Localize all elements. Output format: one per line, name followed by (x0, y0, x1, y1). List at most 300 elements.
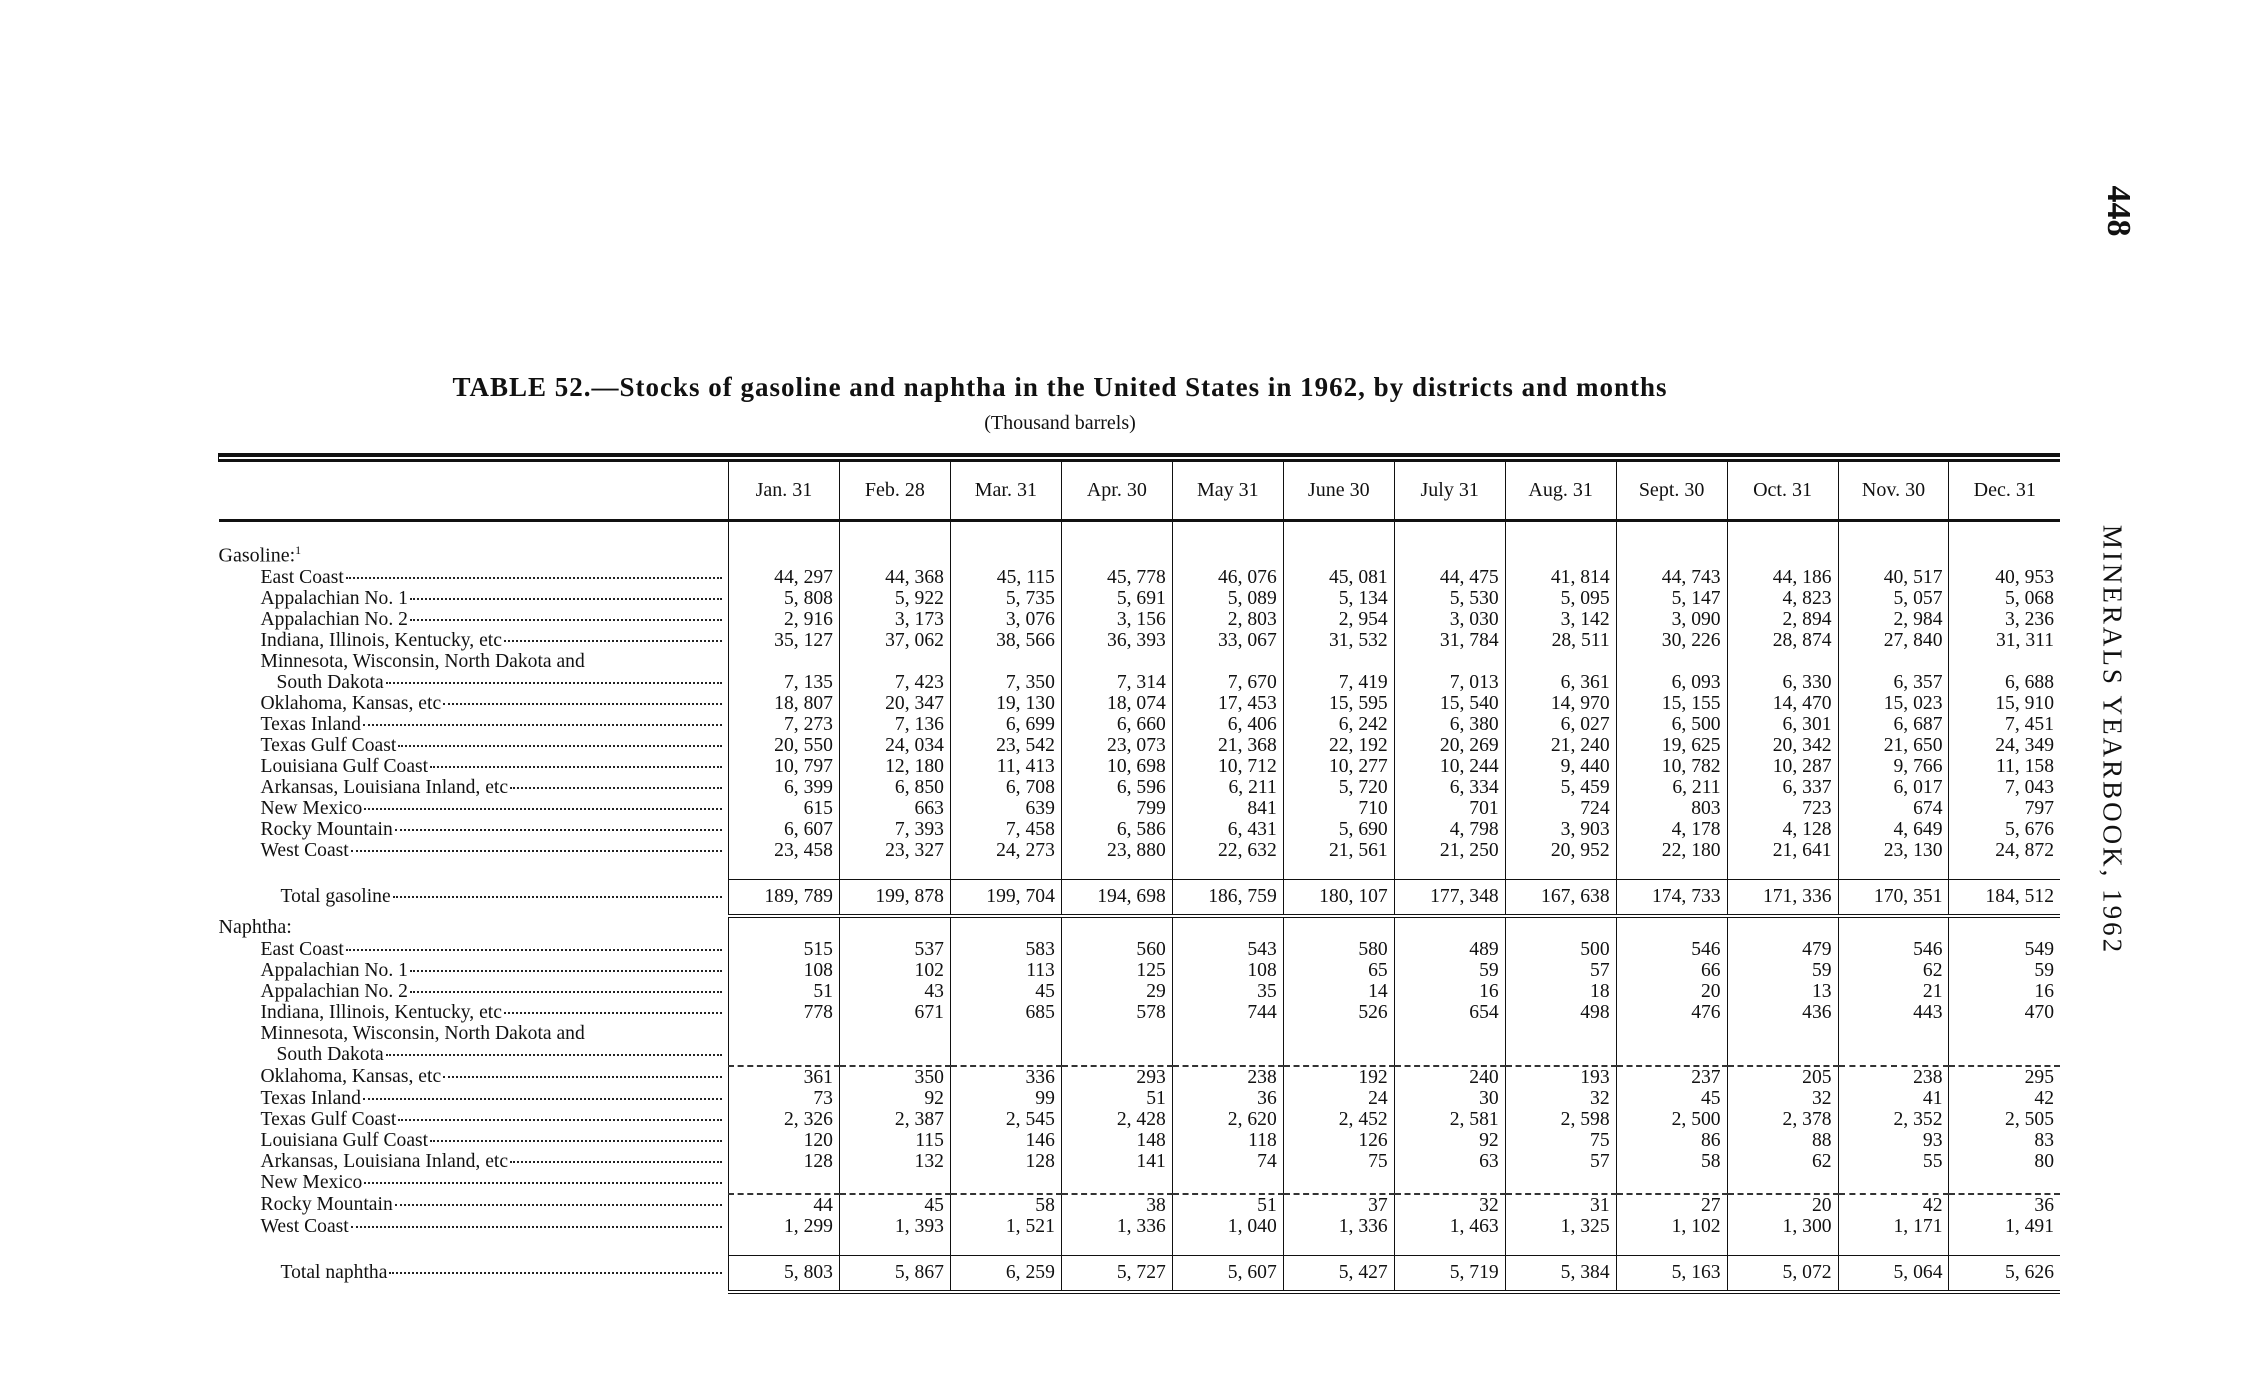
table-cell: 41, 814 (1505, 567, 1616, 588)
table-row (219, 798, 2061, 819)
table-cell: 205 (1727, 1066, 1838, 1088)
row-label-text: Rocky Mountain (260, 818, 393, 840)
table-cell: 350 (839, 1066, 950, 1088)
table-cell: 4, 823 (1727, 588, 1838, 609)
table-cell: 18 (1505, 981, 1616, 1002)
empty-cell (1394, 1237, 1505, 1256)
dot-leader (430, 766, 722, 768)
table-cell (729, 1044, 840, 1066)
table-cell: 723 (1727, 798, 1838, 819)
table-cell: 21, 240 (1505, 735, 1616, 756)
empty-cell (729, 651, 840, 672)
table-row (219, 693, 2061, 714)
table-cell: 6, 242 (1283, 714, 1394, 735)
row-label (261, 798, 723, 819)
table-cell: 27 (1616, 1194, 1727, 1216)
column-header: May 31 (1172, 461, 1283, 521)
table-cell: 2, 428 (1061, 1109, 1172, 1130)
empty-cell (950, 521, 1061, 541)
stub-cell (219, 819, 729, 840)
table-cell: 7, 273 (729, 714, 840, 735)
table-cell: 4, 798 (1394, 819, 1505, 840)
table-cell: 5, 057 (1838, 588, 1949, 609)
table-cell: 2, 894 (1727, 609, 1838, 630)
table-cell: 2, 352 (1838, 1109, 1949, 1130)
table-cell: 238 (1172, 1066, 1283, 1088)
stub-cell (219, 981, 729, 1002)
row-label-text: Appalachian No. 1 (260, 587, 408, 609)
row-label-text: West Coast (260, 839, 349, 861)
row-label-text: South Dakota (276, 671, 384, 693)
empty-cell (1394, 540, 1505, 567)
table-cell: 20, 347 (839, 693, 950, 714)
empty-cell (1949, 916, 2060, 939)
table-cell: 10, 782 (1616, 756, 1727, 777)
table-cell: 21, 650 (1838, 735, 1949, 756)
empty-cell (1172, 540, 1283, 567)
row-label (261, 714, 723, 735)
dot-leader (389, 1272, 722, 1274)
table-cell (1505, 1044, 1616, 1066)
table-cell (1505, 1172, 1616, 1194)
table-row (219, 1002, 2061, 1023)
dot-leader (393, 896, 722, 898)
table-cell: 744 (1172, 1002, 1283, 1023)
table-cell: 14, 970 (1505, 693, 1616, 714)
table-cell: 45 (839, 1194, 950, 1216)
table-cell (1061, 1044, 1172, 1066)
empty-cell (1616, 916, 1727, 939)
footnote-mark: 1 (295, 543, 302, 557)
row-label (261, 777, 723, 798)
row-label-text: South Dakota (276, 1044, 384, 1066)
section-heading (219, 916, 729, 939)
stub-cell (219, 1044, 729, 1066)
table-cell: 6, 330 (1727, 672, 1838, 693)
table-cell: 2, 803 (1172, 609, 1283, 630)
table-cell: 5, 147 (1616, 588, 1727, 609)
empty-cell (839, 1237, 950, 1256)
empty-cell (1061, 540, 1172, 567)
table-cell: 1, 299 (729, 1216, 840, 1237)
table-row (219, 735, 2061, 756)
table-row (219, 1216, 2061, 1237)
stub-cell (219, 1130, 729, 1151)
table-cell: 24, 872 (1949, 840, 2060, 861)
empty-cell (839, 1023, 950, 1044)
table-cell: 128 (950, 1151, 1061, 1172)
table-cell: 115 (839, 1130, 950, 1151)
stub-cell (219, 879, 729, 916)
empty-cell (1616, 1023, 1727, 1044)
table-cell: 578 (1061, 1002, 1172, 1023)
empty-cell (1172, 861, 1283, 880)
table-cell: 44 (729, 1194, 840, 1216)
total-row (219, 879, 2061, 916)
row-label (261, 939, 723, 960)
table-cell: 59 (1394, 960, 1505, 981)
row-label (261, 1130, 723, 1151)
table-cell: 24, 349 (1949, 735, 2060, 756)
table-cell: 2, 984 (1838, 609, 1949, 630)
table-cell: 685 (950, 1002, 1061, 1023)
table-cell: 549 (1949, 939, 2060, 960)
empty-cell (1394, 861, 1505, 880)
table-cell: 120 (729, 1130, 840, 1151)
row-label (277, 1044, 723, 1065)
row-label-text: Louisiana Gulf Coast (260, 1129, 429, 1151)
table-cell: 36 (1949, 1194, 2060, 1216)
table-cell: 237 (1616, 1066, 1727, 1088)
table-cell: 62 (1838, 960, 1949, 981)
table-cell: 24 (1283, 1088, 1394, 1109)
table-cell: 65 (1283, 960, 1394, 981)
table-cell: 125 (1061, 960, 1172, 981)
table-cell: 5, 134 (1283, 588, 1394, 609)
total-cell: 5, 803 (729, 1255, 840, 1292)
table-cell: 7, 136 (839, 714, 950, 735)
row-label-text: Minnesota, Wisconsin, North Dakota and (260, 1022, 585, 1044)
stub-cell (219, 1216, 729, 1237)
table-cell: 336 (950, 1066, 1061, 1088)
empty-cell (1838, 861, 1949, 880)
empty-cell (1727, 521, 1838, 541)
table-cell (1172, 1172, 1283, 1194)
table-cell: 2, 620 (1172, 1109, 1283, 1130)
dot-leader (510, 787, 722, 789)
row-label-text: Appalachian No. 2 (260, 980, 408, 1002)
table-cell: 7, 458 (950, 819, 1061, 840)
table-cell: 21, 641 (1727, 840, 1838, 861)
total-cell: 171, 336 (1727, 879, 1838, 916)
total-cell: 194, 698 (1061, 879, 1172, 916)
table-cell: 58 (950, 1194, 1061, 1216)
row-label-text: Texas Inland (260, 713, 361, 735)
row-label-text: West Coast (260, 1215, 349, 1237)
table-row (219, 1172, 2061, 1194)
empty-cell (729, 1023, 840, 1044)
table-cell: 6, 688 (1949, 672, 2060, 693)
table-cell: 32 (1394, 1194, 1505, 1216)
table-cell: 108 (729, 960, 840, 981)
table-cell: 6, 850 (839, 777, 950, 798)
table-cell: 3, 030 (1394, 609, 1505, 630)
table-cell: 238 (1838, 1066, 1949, 1088)
table-cell: 43 (839, 981, 950, 1002)
table-cell: 1, 336 (1283, 1216, 1394, 1237)
spacer-row (219, 1237, 2061, 1256)
empty-cell (1283, 861, 1394, 880)
table-cell: 2, 916 (729, 609, 840, 630)
table-cell: 99 (950, 1088, 1061, 1109)
table-cell: 55 (1838, 1151, 1949, 1172)
page-number-text: 448 (2100, 185, 2137, 237)
empty-cell (1949, 651, 2060, 672)
dot-leader (364, 1182, 722, 1184)
table-cell (1949, 1044, 2060, 1066)
empty-cell (839, 916, 950, 939)
table-cell: 560 (1061, 939, 1172, 960)
empty-cell (1283, 1023, 1394, 1044)
table-row (219, 819, 2061, 840)
table-row (219, 1066, 2061, 1088)
total-cell: 5, 719 (1394, 1255, 1505, 1292)
empty-cell (1172, 1023, 1283, 1044)
empty-cell (950, 1023, 1061, 1044)
table-cell: 7, 393 (839, 819, 950, 840)
table-cell: 40, 953 (1949, 567, 2060, 588)
total-cell: 5, 163 (1616, 1255, 1727, 1292)
stub-cell (219, 1088, 729, 1109)
table-cell: 18, 807 (729, 693, 840, 714)
column-header: Apr. 30 (1061, 461, 1172, 521)
empty-cell (950, 651, 1061, 672)
column-header: Dec. 31 (1949, 461, 2060, 521)
table-cell: 75 (1283, 1151, 1394, 1172)
table-cell: 10, 244 (1394, 756, 1505, 777)
table-cell (1616, 1044, 1727, 1066)
table-cell: 15, 910 (1949, 693, 2060, 714)
row-label (281, 880, 723, 914)
stub-cell (219, 1023, 729, 1044)
table-cell: 2, 326 (729, 1109, 840, 1130)
stub-cell (219, 960, 729, 981)
table-cell: 6, 687 (1838, 714, 1949, 735)
dot-leader (346, 577, 722, 579)
table-cell: 5, 690 (1283, 819, 1394, 840)
table-cell: 44, 297 (729, 567, 840, 588)
dot-leader (351, 850, 722, 852)
table-cell: 20, 269 (1394, 735, 1505, 756)
table-cell: 2, 545 (950, 1109, 1061, 1130)
table-cell: 31, 532 (1283, 630, 1394, 651)
empty-cell (1394, 521, 1505, 541)
total-cell: 180, 107 (1283, 879, 1394, 916)
empty-cell (1394, 1023, 1505, 1044)
table-cell: 58 (1616, 1151, 1727, 1172)
table-cell: 6, 337 (1727, 777, 1838, 798)
table-cell (1727, 1044, 1838, 1066)
table-cell: 15, 023 (1838, 693, 1949, 714)
table-cell: 44, 743 (1616, 567, 1727, 588)
row-label-text: Oklahoma, Kansas, etc (260, 1066, 442, 1088)
row-label (261, 735, 723, 756)
row-label-text: East Coast (260, 938, 344, 960)
column-header: Oct. 31 (1727, 461, 1838, 521)
table-cell: 663 (839, 798, 950, 819)
empty-cell (1172, 1237, 1283, 1256)
table-cell: 4, 178 (1616, 819, 1727, 840)
table-cell: 6, 586 (1061, 819, 1172, 840)
table-row (219, 1151, 2061, 1172)
table-cell: 74 (1172, 1151, 1283, 1172)
table-cell: 2, 500 (1616, 1109, 1727, 1130)
table-row (219, 981, 2061, 1002)
table-cell: 6, 607 (729, 819, 840, 840)
stub-cell (219, 521, 729, 541)
table-cell: 3, 090 (1616, 609, 1727, 630)
total-cell: 5, 384 (1505, 1255, 1616, 1292)
table-cell: 22, 632 (1172, 840, 1283, 861)
table-cell: 10, 287 (1727, 756, 1838, 777)
dot-leader (363, 1098, 722, 1100)
column-header: Aug. 31 (1505, 461, 1616, 521)
empty-cell (1616, 651, 1727, 672)
table-cell: 6, 211 (1172, 777, 1283, 798)
stub-cell (219, 1237, 729, 1256)
total-cell: 184, 512 (1949, 879, 2060, 916)
table-cell: 9, 766 (1838, 756, 1949, 777)
empty-cell (1949, 521, 2060, 541)
table-cell: 5, 676 (1949, 819, 2060, 840)
table-cell: 654 (1394, 1002, 1505, 1023)
row-label-text: New Mexico (260, 797, 363, 819)
empty-cell (1505, 861, 1616, 880)
total-row (219, 1255, 2061, 1292)
empty-cell (1949, 540, 2060, 567)
table-cell: 102 (839, 960, 950, 981)
table-cell: 546 (1616, 939, 1727, 960)
total-cell: 199, 878 (839, 879, 950, 916)
table-cell: 6, 027 (1505, 714, 1616, 735)
table-cell: 9, 440 (1505, 756, 1616, 777)
table-cell: 674 (1838, 798, 1949, 819)
empty-cell (1838, 540, 1949, 567)
total-cell: 5, 607 (1172, 1255, 1283, 1292)
table-row (219, 1194, 2061, 1216)
table-cell: 489 (1394, 939, 1505, 960)
table-cell: 11, 158 (1949, 756, 2060, 777)
table-cell: 6, 399 (729, 777, 840, 798)
table-cell: 31, 311 (1949, 630, 2060, 651)
page-number (2098, 176, 2138, 246)
empty-cell (1727, 861, 1838, 880)
table-cell: 113 (950, 960, 1061, 981)
total-cell: 167, 638 (1505, 879, 1616, 916)
row-label-text: Rocky Mountain (260, 1194, 393, 1216)
empty-cell (839, 521, 950, 541)
table-cell: 20 (1727, 1194, 1838, 1216)
empty-cell (1505, 651, 1616, 672)
table-cell: 5, 735 (950, 588, 1061, 609)
stub-cell (219, 1172, 729, 1194)
table-cell: 2, 387 (839, 1109, 950, 1130)
table-cell: 36, 393 (1061, 630, 1172, 651)
row-label (261, 588, 723, 609)
table-row (219, 1023, 2061, 1044)
table-cell: 639 (950, 798, 1061, 819)
table-cell: 3, 076 (950, 609, 1061, 630)
table-cell: 24, 034 (839, 735, 950, 756)
dot-leader (410, 598, 722, 600)
table-cell: 45, 115 (950, 567, 1061, 588)
total-cell: 5, 727 (1061, 1255, 1172, 1292)
table-cell: 6, 301 (1727, 714, 1838, 735)
empty-cell (839, 540, 950, 567)
table-cell (1838, 1172, 1949, 1194)
column-header: Sept. 30 (1616, 461, 1727, 521)
table-cell: 293 (1061, 1066, 1172, 1088)
empty-cell (1283, 1237, 1394, 1256)
row-label-text: Appalachian No. 1 (260, 959, 408, 981)
column-header: June 30 (1283, 461, 1394, 521)
total-cell: 5, 427 (1283, 1255, 1394, 1292)
table-cell: 7, 350 (950, 672, 1061, 693)
table-cell: 1, 325 (1505, 1216, 1616, 1237)
row-label (261, 981, 723, 1002)
table-cell: 83 (1949, 1130, 2060, 1151)
table-cell: 42 (1838, 1194, 1949, 1216)
table-cell: 361 (729, 1066, 840, 1088)
table-cell: 6, 357 (1838, 672, 1949, 693)
empty-cell (1172, 651, 1283, 672)
table-cell: 86 (1616, 1130, 1727, 1151)
empty-cell (1394, 916, 1505, 939)
total-cell: 5, 064 (1838, 1255, 1949, 1292)
dot-leader (363, 724, 722, 726)
table-cell: 28, 874 (1727, 630, 1838, 651)
stub-cell (219, 1194, 729, 1216)
row-label-text: Texas Gulf Coast (260, 1108, 397, 1130)
table-cell: 37 (1283, 1194, 1394, 1216)
row-label-text: Minnesota, Wisconsin, North Dakota and (260, 650, 585, 672)
table-cell: 6, 334 (1394, 777, 1505, 798)
table-cell: 44, 475 (1394, 567, 1505, 588)
table-cell: 16 (1394, 981, 1505, 1002)
dot-leader (386, 682, 722, 684)
section-heading-text: Gasoline: (218, 544, 296, 567)
table-cell: 3, 142 (1505, 609, 1616, 630)
table-row (219, 777, 2061, 798)
empty-cell (1505, 521, 1616, 541)
table-cell: 45, 778 (1061, 567, 1172, 588)
empty-cell (1061, 1023, 1172, 1044)
table-cell (1394, 1044, 1505, 1066)
empty-cell (1838, 916, 1949, 939)
dot-leader (395, 1204, 722, 1206)
spacer-row (219, 861, 2061, 880)
table-cell (1394, 1172, 1505, 1194)
stub-cell (219, 1255, 729, 1292)
row-label (281, 1256, 723, 1290)
table-cell (1061, 1172, 1172, 1194)
empty-cell (1394, 651, 1505, 672)
table-cell: 35 (1172, 981, 1283, 1002)
spacer-row (219, 521, 2061, 541)
table-cell: 580 (1283, 939, 1394, 960)
column-header: Nov. 30 (1838, 461, 1949, 521)
table-cell: 1, 393 (839, 1216, 950, 1237)
table-cell: 11, 413 (950, 756, 1061, 777)
stub-cell (219, 609, 729, 630)
empty-cell (839, 651, 950, 672)
row-label-text: Indiana, Illinois, Kentucky, etc (260, 629, 502, 651)
table-cell: 41 (1838, 1088, 1949, 1109)
total-cell: 5, 072 (1727, 1255, 1838, 1292)
table-cell: 5, 459 (1505, 777, 1616, 798)
table-cell: 92 (1394, 1130, 1505, 1151)
empty-cell (1838, 1237, 1949, 1256)
table-cell: 14 (1283, 981, 1394, 1002)
row-label-text: Texas Inland (260, 1087, 361, 1109)
dot-leader (410, 619, 722, 621)
row-label (261, 1002, 723, 1023)
table-cell: 6, 699 (950, 714, 1061, 735)
table-cell: 3, 156 (1061, 609, 1172, 630)
table-cell: 778 (729, 1002, 840, 1023)
table-cell: 80 (1949, 1151, 2060, 1172)
stub-cell (219, 630, 729, 651)
